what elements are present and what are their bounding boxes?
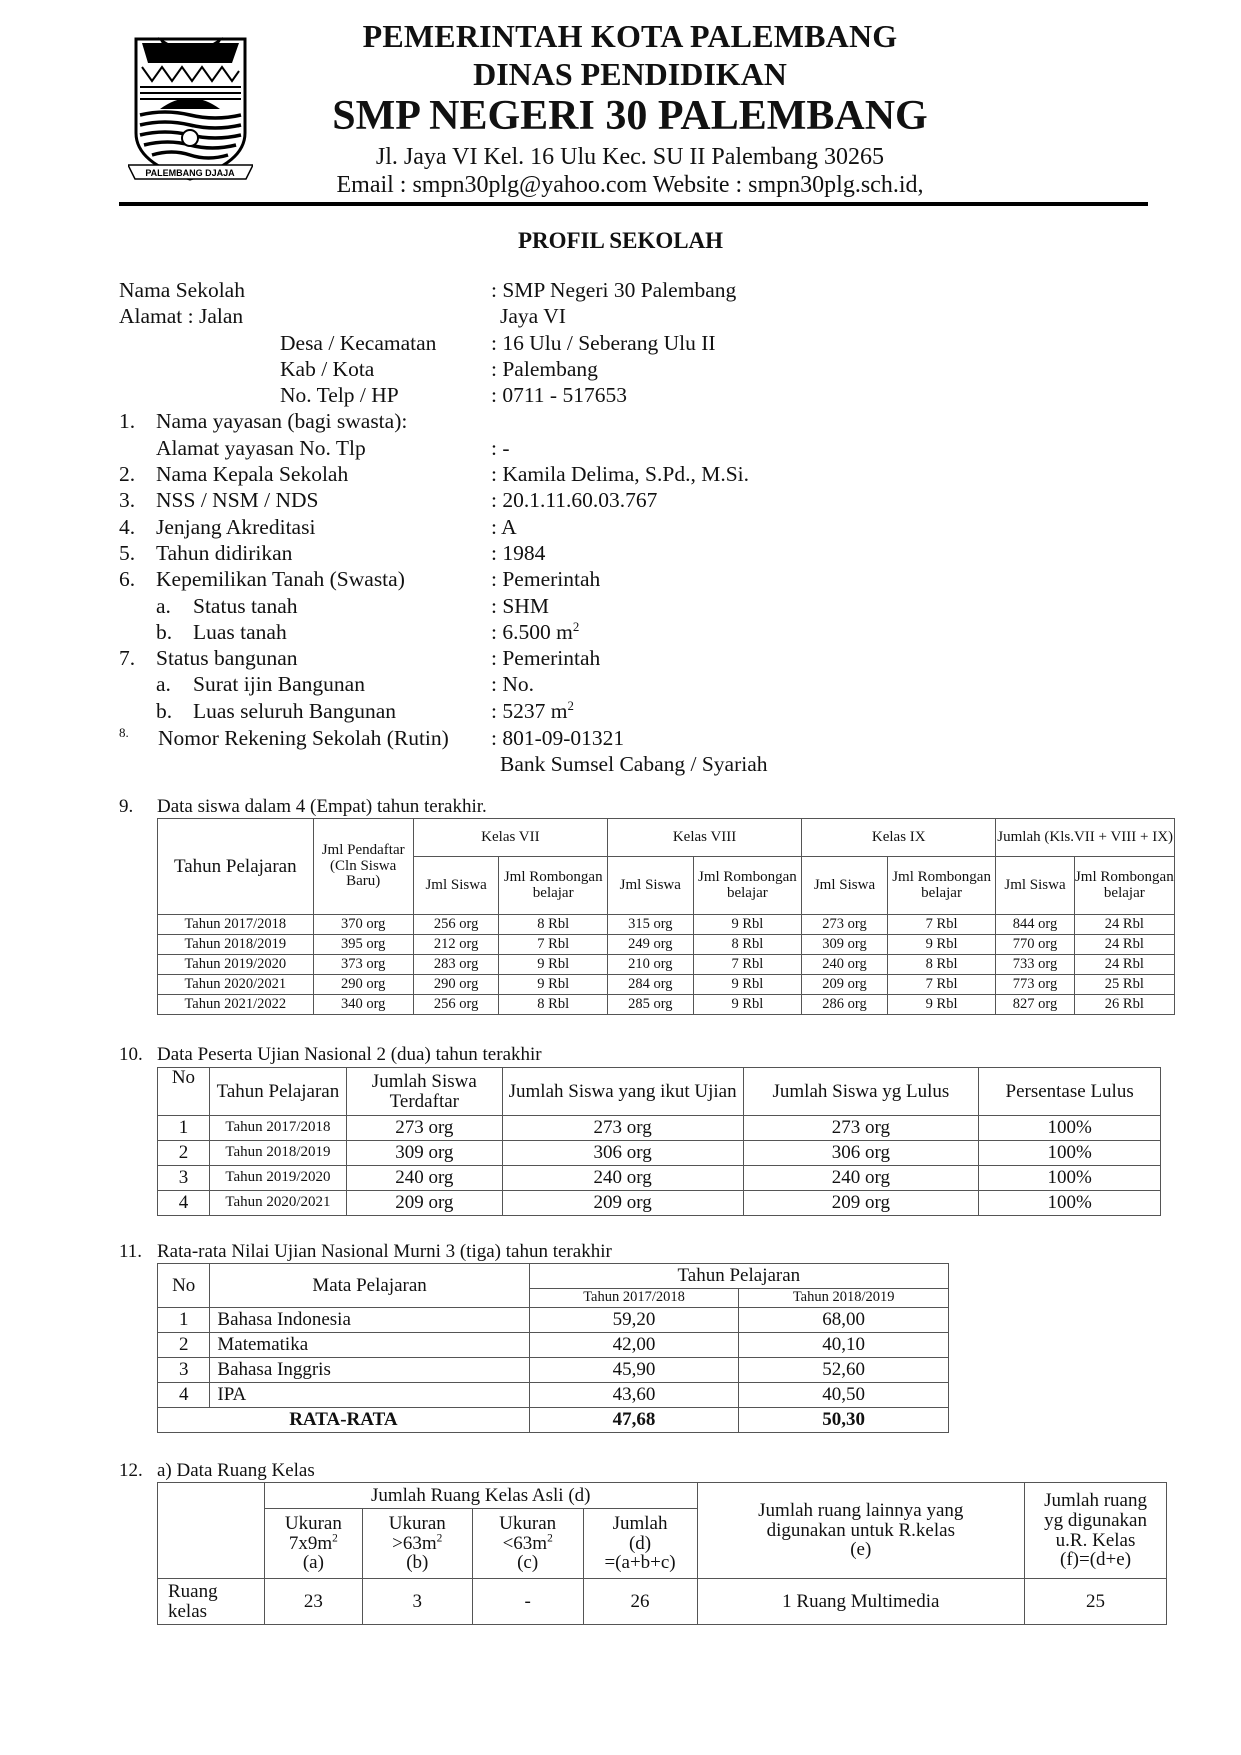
table-cell: 286 org <box>802 995 888 1015</box>
header-line: (d) <box>628 1532 652 1554</box>
profile-value: : Pemerintah <box>491 646 601 671</box>
profile-value <box>491 698 574 724</box>
table-row <box>158 1333 949 1358</box>
section-number: 11. <box>119 1241 143 1262</box>
document-title: PROFIL SEKOLAH <box>517 228 724 253</box>
profile-item <box>119 435 1019 461</box>
table-cell: 290 org <box>313 975 413 995</box>
col-header: Jumlah Siswa yang ikut Ujian <box>502 1068 743 1116</box>
table-cell: 256 org <box>413 995 499 1015</box>
profile-label: Luas tanah <box>193 619 287 644</box>
profile-label: Tahun didirikan <box>156 540 293 565</box>
table-row <box>158 1116 1161 1141</box>
average-row <box>158 1408 949 1433</box>
col-header: Tahun Pelajaran <box>209 1068 346 1116</box>
table-cell: 273 org <box>502 1116 743 1141</box>
row-year: Tahun 2017/2018 <box>158 915 314 935</box>
header-line: u.R. Kelas <box>1055 1529 1136 1551</box>
header-line: Ukuran <box>499 1512 557 1534</box>
profile-label: Status bangunan <box>156 646 298 671</box>
header-line: (e) <box>850 1539 872 1561</box>
col-header: No <box>158 1068 210 1116</box>
table-cell: 42,00 <box>529 1333 739 1358</box>
header-line: 7x9m <box>288 1532 333 1554</box>
section-number: 10. <box>119 1044 143 1065</box>
table-cell: 100% <box>979 1141 1161 1166</box>
superscript: 2 <box>436 1532 443 1545</box>
profile-item <box>119 461 1019 487</box>
header-line: >63m <box>392 1532 437 1554</box>
table-cell: 212 org <box>413 935 499 955</box>
table-cell: 309 org <box>346 1141 502 1166</box>
table-cell: 100% <box>979 1116 1161 1141</box>
table-row <box>158 1191 1161 1216</box>
profile-row-kota <box>119 356 1019 382</box>
table-row <box>158 1358 949 1383</box>
value-text: : No. <box>491 672 534 697</box>
table-cell: 8 Rbl <box>499 915 608 935</box>
item-number: b. <box>156 619 173 644</box>
palembang-coat-of-arms-logo <box>128 33 253 183</box>
profile-value: : 0711 - 517653 <box>491 383 627 408</box>
table-cell: 8 Rbl <box>887 955 996 975</box>
exam-score-average-table <box>157 1263 949 1433</box>
table-cell: 284 org <box>607 975 693 995</box>
profile-row-bank <box>119 751 1019 777</box>
profile-subitem <box>119 671 1019 697</box>
item-number: a. <box>156 672 171 697</box>
value-text: : Pemerintah <box>491 567 601 592</box>
table-cell: 273 org <box>802 915 888 935</box>
national-exam-participants-table <box>157 1067 1161 1216</box>
header-line: Jumlah <box>612 1512 668 1534</box>
table-cell: 2 <box>158 1333 210 1358</box>
table-cell: 8 Rbl <box>499 995 608 1015</box>
table-cell: 9 Rbl <box>887 935 996 955</box>
value-text: : 20.1.11.60.03.767 <box>491 488 658 513</box>
col-header-tahun-pelajaran: Tahun Pelajaran <box>529 1264 948 1289</box>
header-line: digunakan untuk R.kelas <box>766 1519 955 1541</box>
subheader-jml-rombel: Jml Rombongan belajar <box>887 857 996 915</box>
table-cell: Tahun 2017/2018 <box>209 1116 346 1141</box>
school-name-heading: SMP NEGERI 30 PALEMBANG <box>332 93 928 139</box>
table-cell: Bahasa Inggris <box>210 1358 529 1383</box>
table-cell: 240 org <box>346 1166 502 1191</box>
profile-label: Nama Kepala Sekolah <box>156 462 349 487</box>
table-cell: 210 org <box>607 955 693 975</box>
col-header-mapel: Mata Pelajaran <box>210 1264 529 1308</box>
table-cell: 24 Rbl <box>1074 915 1174 935</box>
profile-value: : SMP Negeri 30 Palembang <box>491 278 737 302</box>
table-cell: 306 org <box>502 1141 743 1166</box>
table-cell: IPA <box>210 1383 529 1408</box>
item-number: 2. <box>119 462 136 487</box>
table-cell: 40,50 <box>739 1383 949 1408</box>
subheader-jml-siswa: Jml Siswa <box>802 857 888 915</box>
table-cell: 4 <box>158 1191 210 1216</box>
school-contact: Email : smpn30plg@yahoo.com Website : smpn30plg.sch.id, <box>336 172 924 198</box>
table-cell: 9 Rbl <box>499 975 608 995</box>
profile-row-desa <box>119 330 1019 356</box>
table-cell: 395 org <box>313 935 413 955</box>
table-row <box>158 1166 1161 1191</box>
table-cell: 52,60 <box>739 1358 949 1383</box>
section-title: a) Data Ruang Kelas <box>157 1460 315 1481</box>
value-text: : SHM <box>491 593 549 618</box>
table-cell: 100% <box>979 1166 1161 1191</box>
profile-list <box>119 277 1019 777</box>
subheader-jml-rombel: Jml Rombongan belajar <box>499 857 608 915</box>
col-header-e <box>697 1483 1025 1579</box>
superscript: 2 <box>332 1532 338 1545</box>
classroom-data-table <box>157 1482 1167 1625</box>
table-row <box>158 975 1175 995</box>
subheader-jml-siswa: Jml Siswa <box>996 857 1074 915</box>
header-line: (f)=(d+e) <box>1060 1549 1132 1571</box>
table-cell: 9 Rbl <box>499 955 608 975</box>
table-cell: 315 org <box>607 915 693 935</box>
profile-value <box>491 593 549 619</box>
table-cell: 844 org <box>996 915 1074 935</box>
table-cell: 256 org <box>413 915 499 935</box>
profile-value: : Palembang <box>491 356 598 381</box>
profile-label: NSS / NSM / NDS <box>156 488 319 513</box>
cell-e: 1 Ruang Multimedia <box>697 1579 1025 1625</box>
profile-row-status-bangunan <box>119 645 1019 671</box>
profile-row-rekening <box>119 724 1019 751</box>
subheader-jml-rombel: Jml Rombongan belajar <box>1074 857 1174 915</box>
header-line: Jumlah ruang <box>1044 1489 1147 1511</box>
col-header-c <box>472 1509 583 1579</box>
table-cell: 240 org <box>743 1166 979 1191</box>
table-cell: 285 org <box>607 995 693 1015</box>
table-cell: 240 org <box>502 1166 743 1191</box>
row-label <box>158 1579 265 1625</box>
table-cell: 25 Rbl <box>1074 975 1174 995</box>
department-name: DINAS PENDIDIKAN <box>473 56 787 92</box>
profile-label: No. Telp / HP <box>280 383 399 408</box>
profile-item <box>119 487 1019 513</box>
profile-label: Kepemilikan Tanah (Swasta) <box>156 567 405 592</box>
item-number: 5. <box>119 540 136 565</box>
header-line: (a) <box>302 1552 324 1574</box>
profile-label: Status tanah <box>193 593 298 618</box>
value-text: : Kamila Delima, S.Pd., M.Si. <box>491 462 749 487</box>
col-header: Jumlah Siswa yg Lulus <box>743 1068 979 1116</box>
item-number: 8. <box>119 725 129 741</box>
letterhead-divider <box>119 202 1148 206</box>
table-cell: 3 <box>158 1358 210 1383</box>
section-number: 9. <box>119 796 134 817</box>
cell-a: 23 <box>264 1579 362 1625</box>
profile-subitem <box>119 593 1019 619</box>
table-cell: 309 org <box>802 935 888 955</box>
profile-value <box>491 619 579 645</box>
school-address: Jl. Jaya VI Kel. 16 Ulu Kec. SU II Palembang 30265 <box>375 144 885 170</box>
table-row <box>158 995 1175 1015</box>
value-text: : A <box>491 514 517 539</box>
item-number: 3. <box>119 488 136 513</box>
profile-label: Nama Sekolah <box>119 278 245 302</box>
col-header-a <box>264 1509 362 1579</box>
cell-b: 3 <box>362 1579 472 1625</box>
table-cell: 2 <box>158 1141 210 1166</box>
table-cell: 68,00 <box>739 1308 949 1333</box>
header-line: (c) <box>517 1552 539 1574</box>
profile-subitem <box>119 619 1019 645</box>
table-cell: 240 org <box>802 955 888 975</box>
section-title: Rata-rata Nilai Ujian Nasional Murni 3 (tiga) tahun terakhir <box>157 1241 612 1262</box>
average-year-2: 50,30 <box>739 1408 949 1433</box>
cell-f: 25 <box>1025 1579 1167 1625</box>
table-cell: 1 <box>158 1116 210 1141</box>
table-cell: 249 org <box>607 935 693 955</box>
table-cell: Matematika <box>210 1333 529 1358</box>
table-row <box>158 935 1175 955</box>
profile-value <box>491 435 510 461</box>
table-row <box>158 915 1175 935</box>
item-number: 1. <box>119 409 136 434</box>
col-header-asli: Jumlah Ruang Kelas Asli (d) <box>264 1483 697 1509</box>
col-header-jumlah: Jumlah (Kls.VII + VIII + IX) <box>996 819 1175 857</box>
col-header-f <box>1025 1483 1167 1579</box>
table-cell: 290 org <box>413 975 499 995</box>
table-row <box>158 955 1175 975</box>
table-cell: 373 org <box>313 955 413 975</box>
section-title: Data Peserta Ujian Nasional 2 (dua) tahun terakhir <box>157 1044 542 1065</box>
value-text: : - <box>491 435 510 460</box>
col-header-year-1: Tahun 2017/2018 <box>529 1289 739 1308</box>
item-number: a. <box>156 593 171 618</box>
section-number: 12. <box>119 1460 143 1481</box>
profile-label: Jenjang Akreditasi <box>156 514 316 539</box>
table-cell: Tahun 2020/2021 <box>209 1191 346 1216</box>
subheader-jml-rombel: Jml Rombongan belajar <box>693 857 802 915</box>
row-year: Tahun 2018/2019 <box>158 935 314 955</box>
table-cell: Bahasa Indonesia <box>210 1308 529 1333</box>
profile-value <box>491 566 600 592</box>
profile-row-alamat <box>119 303 1019 329</box>
profile-row-nama-sekolah <box>119 277 1019 303</box>
profile-label: Alamat : Jalan <box>119 304 244 329</box>
header-line: <63m <box>502 1532 548 1554</box>
col-header-b <box>362 1509 472 1579</box>
table-cell: 370 org <box>313 915 413 935</box>
table-cell: 1 <box>158 1308 210 1333</box>
header-line: (b) <box>406 1552 429 1574</box>
profile-value <box>491 540 545 566</box>
table-cell: 43,60 <box>529 1383 739 1408</box>
profile-label: Kab / Kota <box>280 356 375 381</box>
header-line: Ukuran <box>388 1512 446 1534</box>
profile-subitem <box>119 698 1019 724</box>
table-cell: 770 org <box>996 935 1074 955</box>
superscript: 2 <box>572 619 580 634</box>
profile-label: Nama yayasan (bagi swasta): <box>156 409 408 434</box>
row-year: Tahun 2019/2020 <box>158 955 314 975</box>
table-cell: Tahun 2019/2020 <box>209 1166 346 1191</box>
table-cell: 45,90 <box>529 1358 739 1383</box>
average-year-1: 47,68 <box>529 1408 739 1433</box>
value-text: : 5237 m <box>491 698 568 723</box>
profile-value: Jaya VI <box>500 304 566 329</box>
table-cell: 306 org <box>743 1141 979 1166</box>
header-line: Jumlah ruang lainnya yang <box>758 1499 964 1521</box>
profile-label: Luas seluruh Bangunan <box>193 698 397 723</box>
table-cell: 24 Rbl <box>1074 955 1174 975</box>
profile-label: Surat ijin Bangunan <box>193 672 365 697</box>
classroom-row <box>158 1579 1167 1625</box>
table-cell: 283 org <box>413 955 499 975</box>
table-cell: 9 Rbl <box>693 915 802 935</box>
row-label-line: kelas <box>168 1600 208 1622</box>
profile-item <box>119 540 1019 566</box>
table-cell: 7 Rbl <box>887 975 996 995</box>
col-header-pendaftar: Jml Pendaftar (Cln Siswa Baru) <box>313 819 413 915</box>
table-cell: 773 org <box>996 975 1074 995</box>
table-cell: 733 org <box>996 955 1074 975</box>
value-text: : 1984 <box>491 540 546 565</box>
profile-label: Alamat yayasan No. Tlp <box>156 435 366 460</box>
col-header-kelas-7: Kelas VII <box>413 819 607 857</box>
profile-item <box>119 566 1019 592</box>
superscript: 2 <box>547 1532 553 1545</box>
table-cell: 9 Rbl <box>693 995 802 1015</box>
profile-row-telp <box>119 382 1019 408</box>
table-cell: 8 Rbl <box>693 935 802 955</box>
col-header-no: No <box>158 1264 210 1308</box>
table-cell: 273 org <box>743 1116 979 1141</box>
subheader-jml-siswa: Jml Siswa <box>607 857 693 915</box>
profile-item <box>119 514 1019 540</box>
table-cell: 100% <box>979 1191 1161 1216</box>
table-cell: 209 org <box>502 1191 743 1216</box>
row-label-line: Ruang <box>168 1580 218 1602</box>
col-header: Jumlah Siswa Terdaftar <box>346 1068 502 1116</box>
item-number: 6. <box>119 567 136 592</box>
col-header-tahun: Tahun Pelajaran <box>158 819 314 915</box>
profile-value <box>491 487 657 513</box>
table-cell: 59,20 <box>529 1308 739 1333</box>
bank-name: Bank Sumsel Cabang / Syariah <box>500 752 768 777</box>
table-cell: 24 Rbl <box>1074 935 1174 955</box>
table-cell: 7 Rbl <box>887 915 996 935</box>
item-number: 7. <box>119 646 136 671</box>
table-cell: 4 <box>158 1383 210 1408</box>
table-row <box>158 1141 1161 1166</box>
table-cell: 209 org <box>802 975 888 995</box>
profile-value <box>491 461 749 487</box>
table-cell: 209 org <box>743 1191 979 1216</box>
col-header-year-2: Tahun 2018/2019 <box>739 1289 949 1308</box>
profile-label: Nomor Rekening Sekolah (Rutin) <box>158 726 449 751</box>
table-cell: 40,10 <box>739 1333 949 1358</box>
col-header-kelas-8: Kelas VIII <box>607 819 801 857</box>
value-text: : 6.500 m <box>491 619 573 644</box>
table-cell: 827 org <box>996 995 1074 1015</box>
header-line: Ukuran <box>284 1512 342 1534</box>
row-year: Tahun 2021/2022 <box>158 995 314 1015</box>
header-line: =(a+b+c) <box>604 1552 676 1574</box>
table-cell: 340 org <box>313 995 413 1015</box>
profile-value <box>491 671 534 697</box>
empty-header-cell <box>158 1483 265 1579</box>
subheader-jml-siswa: Jml Siswa <box>413 857 499 915</box>
col-header-d <box>583 1509 697 1579</box>
item-number: b. <box>156 698 173 723</box>
table-cell: 26 Rbl <box>1074 995 1174 1015</box>
table-row <box>158 1308 949 1333</box>
cell-c: - <box>472 1579 583 1625</box>
table-cell: 9 Rbl <box>693 975 802 995</box>
table-cell: 3 <box>158 1166 210 1191</box>
header-line: yg digunakan <box>1044 1509 1147 1531</box>
col-header: Persentase Lulus <box>979 1068 1161 1116</box>
table-cell: 7 Rbl <box>693 955 802 975</box>
superscript: 2 <box>567 698 574 713</box>
col-header-kelas-9: Kelas IX <box>802 819 996 857</box>
table-row <box>158 1383 949 1408</box>
logo-banner-text: PALEMBANG DJAJA <box>145 168 235 178</box>
student-data-table <box>157 818 1175 1015</box>
table-cell: 273 org <box>346 1116 502 1141</box>
row-year: Tahun 2020/2021 <box>158 975 314 995</box>
table-cell: 7 Rbl <box>499 935 608 955</box>
table-cell: 209 org <box>346 1191 502 1216</box>
profile-label: Desa / Kecamatan <box>280 330 437 355</box>
section-title: Data siswa dalam 4 (Empat) tahun terakhir. <box>157 796 487 817</box>
profile-value: : 16 Ulu / Seberang Ulu II <box>491 330 716 355</box>
account-number: : 801-09-01321 <box>491 726 625 751</box>
cell-d: 26 <box>583 1579 697 1625</box>
table-cell: 9 Rbl <box>887 995 996 1015</box>
government-name: PEMERINTAH KOTA PALEMBANG <box>362 18 898 54</box>
profile-item <box>119 408 1019 434</box>
table-cell: Tahun 2018/2019 <box>209 1141 346 1166</box>
profile-value <box>491 514 517 540</box>
item-number: 4. <box>119 514 136 539</box>
average-label: RATA-RATA <box>158 1408 530 1433</box>
